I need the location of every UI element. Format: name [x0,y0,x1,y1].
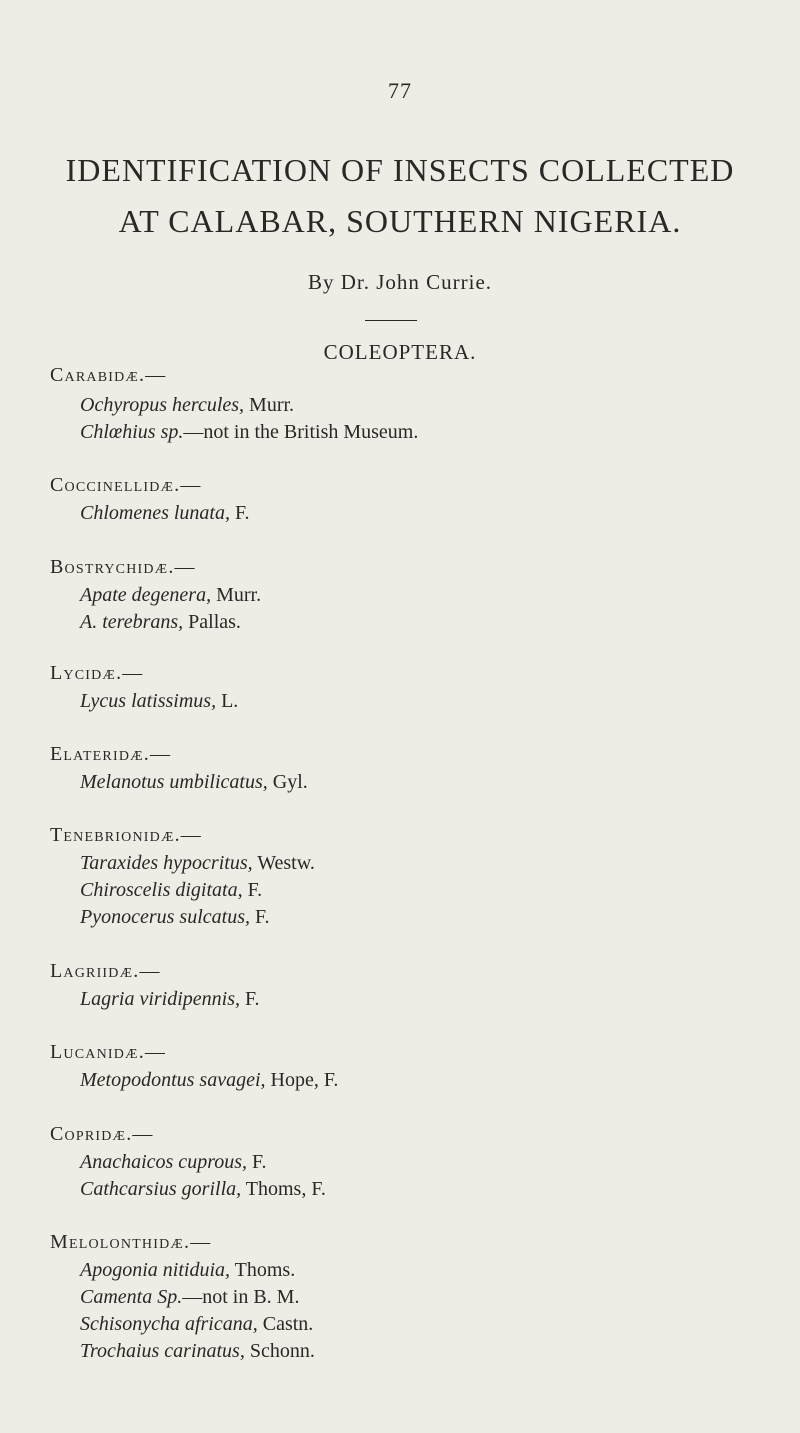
species-name: Melanotus umbilicatus, [80,771,268,793]
species-author: Westw. [252,852,315,874]
family-heading-lucanidae: Lucanidæ.— [50,1041,167,1063]
species-name: Schisonycha africana, [80,1313,258,1335]
family-heading-copridae: Copridæ.— [50,1123,154,1145]
order-heading: COLEOPTERA. [323,340,477,364]
species-entry [80,584,261,607]
species-entry [80,852,315,875]
species-author: Gyl. [267,771,308,793]
separator-rule [365,320,417,321]
species-entry [80,1259,295,1282]
species-name: A. terebrans, [80,611,184,633]
family-heading-elateridae: Elateridæ.— [50,743,172,765]
species-entry [80,1069,338,1092]
species-author: Hope, F. [265,1069,339,1091]
species-author: Murr. [244,394,295,416]
family-heading-carabidae: Carabidæ.— [50,364,167,386]
species-entry [80,906,270,929]
species-author: Castn. [257,1313,314,1335]
species-entry [80,394,294,417]
species-name: Chiroscelis digitata, [80,879,243,901]
species-name: Metopodontus savagei, [80,1069,266,1091]
species-author: F. [247,1151,267,1173]
species-author: Schonn. [244,1340,315,1362]
species-entry [80,1340,315,1363]
species-author: F. [230,502,250,524]
species-entry [80,502,250,525]
species-entry [80,611,241,634]
species-name: Apogonia nitiduia, [80,1259,230,1281]
species-author: F. [242,879,263,901]
page-number: 77 [388,78,412,103]
species-author: —not in B. M. [182,1286,300,1308]
species-name: Trochaius carinatus, [80,1340,245,1362]
family-heading-bostrychidae: Bostrychidæ.— [50,556,196,578]
family-heading-tenebrionidae: Tenebrionidæ.— [50,824,203,846]
author-byline: By Dr. John Currie. [307,270,493,294]
species-name: Apate degenera, [80,584,212,606]
family-heading-lycidae: Lycidæ.— [50,662,144,684]
species-name: Chlomenes lunata, [80,502,230,524]
species-name: Anachaicos cuprous, [80,1151,248,1173]
species-name: Taraxides hypocritus, [80,852,253,874]
species-author: F. [249,906,270,928]
species-name: Chlœhius sp. [80,421,184,443]
article-title-line-1: IDENTIFICATION OF INSECTS COLLECTED [65,152,735,188]
species-entry [80,690,238,713]
family-heading-lagriidae: Lagriidæ.— [50,960,161,982]
species-name: Ochyropus hercules, [80,394,245,416]
species-author: Thoms, F. [241,1178,326,1200]
species-name: Pyonocerus sulcatus, [80,906,250,928]
species-entry [80,1151,267,1174]
family-heading-coccinellidae: Coccinellidæ.— [50,474,202,496]
species-author: F. [240,988,260,1010]
species-name: Cathcarsius gorilla, [80,1178,242,1200]
species-entry [80,988,260,1011]
species-author: Thoms. [230,1259,296,1281]
article-title-line-2: AT CALABAR, SOUTHERN NIGERIA. [118,203,682,239]
species-author: Pallas. [183,611,241,633]
species-author: —not in the British Museum. [183,421,419,443]
species-entry [80,421,418,444]
species-entry [80,1286,299,1309]
family-heading-melolonthidae: Melolonthidæ.— [50,1231,212,1253]
species-entry [80,771,308,794]
species-name: Lycus latissimus, [80,690,217,712]
species-entry [80,1178,326,1201]
species-entry [80,879,262,902]
species-name: Camenta Sp. [80,1286,183,1308]
species-name: Lagria viridipennis, [80,988,241,1010]
species-author: L. [216,690,239,712]
species-entry [80,1313,313,1336]
species-author: Murr. [211,584,262,606]
